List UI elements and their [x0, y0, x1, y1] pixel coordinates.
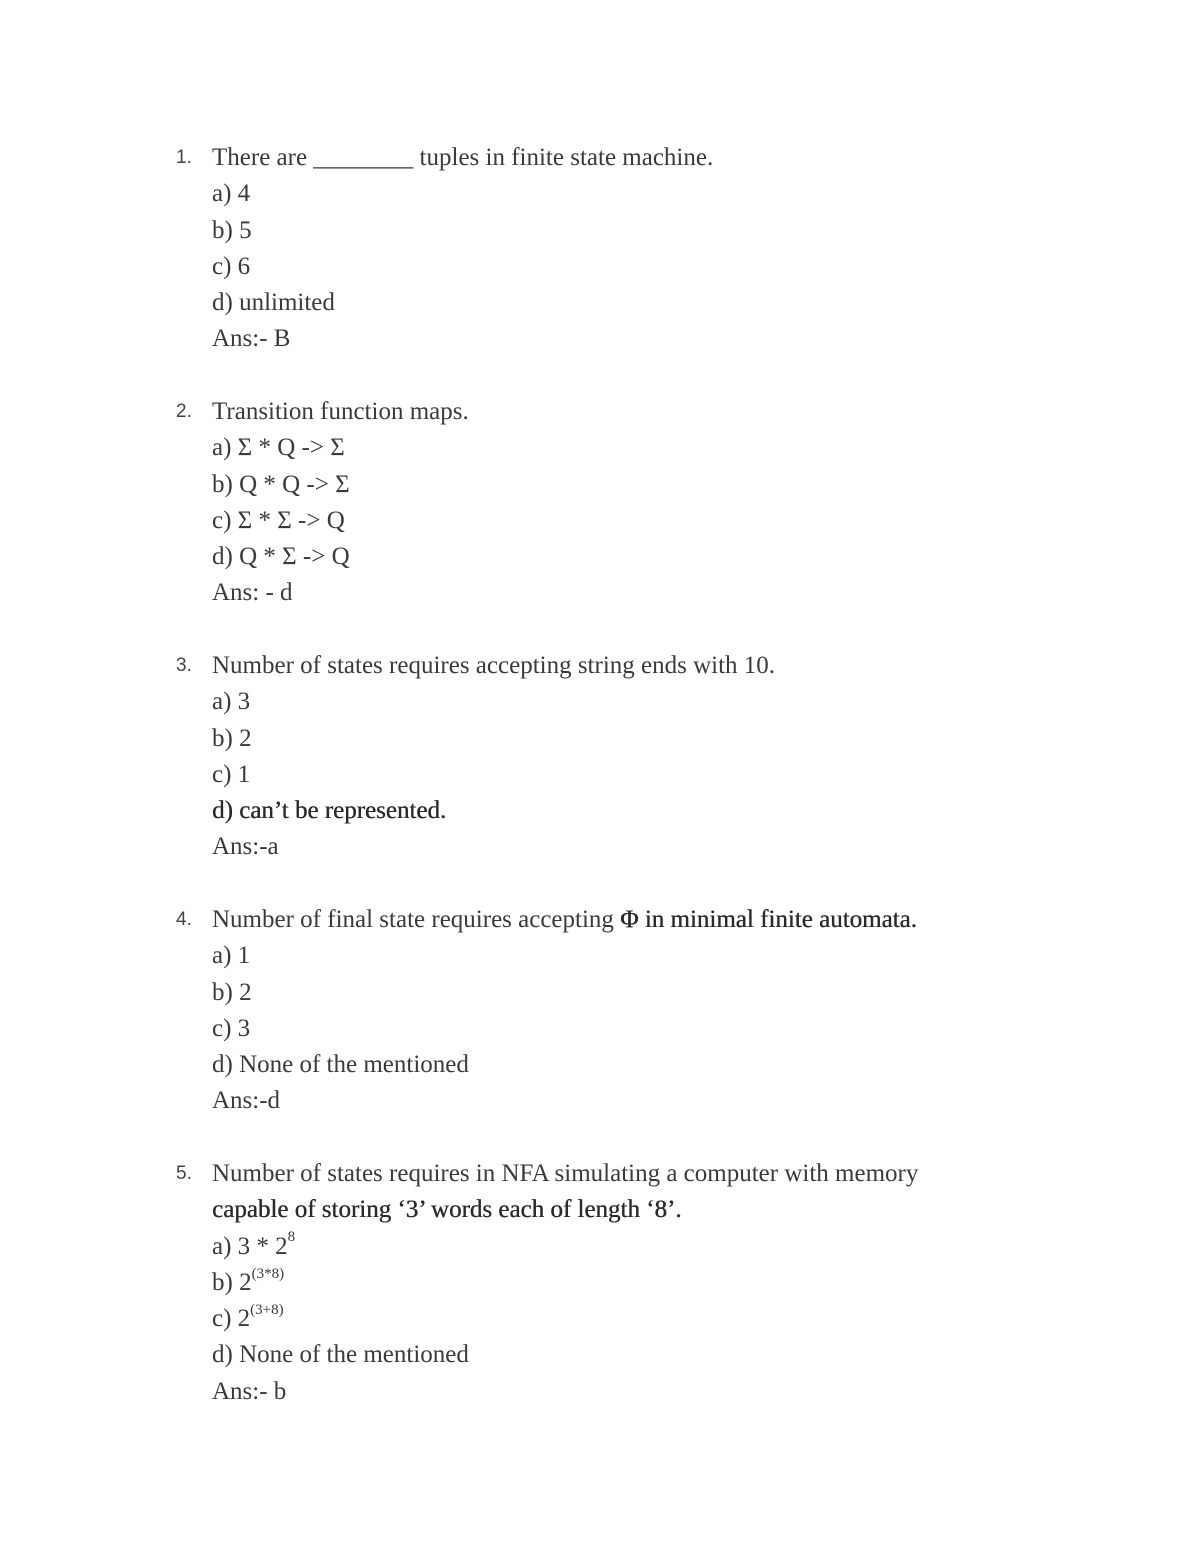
question-5	[0, 1156, 1200, 1410]
option-d: d) can’t be represented.	[212, 797, 447, 825]
question-1	[0, 140, 1200, 358]
option-c: c) Σ * Σ -> Q	[212, 506, 345, 534]
option-c-base: c) 2	[212, 1305, 251, 1333]
question-4	[0, 902, 1200, 1120]
option-c: c) 3	[212, 1014, 251, 1042]
option-a: a) 3	[212, 688, 251, 716]
option-b: b) 2	[212, 724, 252, 752]
question-3	[0, 648, 1200, 866]
option-a: a) 1	[212, 942, 251, 970]
option-b	[212, 1265, 284, 1301]
answer: Ans: - d	[212, 579, 293, 607]
option-b: b) Q * Q -> Σ	[212, 470, 350, 498]
question-number: 5.	[176, 1163, 192, 1184]
option-a-exponent: 8	[287, 1229, 296, 1246]
option-a	[212, 1229, 295, 1265]
question-number: 4.	[176, 909, 192, 930]
option-c	[212, 1301, 284, 1337]
answer: Ans:-a	[212, 833, 279, 861]
question-text-line2: capable of storing ‘3’ words each of length ‘8’.	[212, 1196, 682, 1224]
question-stem	[0, 902, 1200, 938]
option-a: a) Σ * Q -> Σ	[212, 434, 345, 462]
question-number: 3.	[176, 655, 192, 676]
answer: Ans:- B	[212, 325, 291, 353]
option-c: c) 1	[212, 760, 251, 788]
question-text: Transition function maps.	[212, 398, 469, 425]
question-text-part2: Φ in minimal finite automata.	[620, 906, 917, 933]
question-stem	[0, 1156, 1200, 1192]
option-a-base: a) 3 * 2	[212, 1232, 288, 1260]
option-a: a) 4	[212, 180, 251, 208]
question-number: 2.	[176, 401, 192, 422]
option-d: d) None of the mentioned	[212, 1051, 469, 1079]
option-b-exponent: (3*8)	[251, 1265, 285, 1282]
question-stem	[0, 648, 1200, 684]
answer: Ans:-d	[212, 1087, 281, 1115]
question-stem	[0, 140, 1200, 176]
option-b: b) 5	[212, 216, 252, 244]
option-b-base: b) 2	[212, 1268, 252, 1296]
option-c-exponent: (3+8)	[250, 1301, 284, 1318]
question-stem	[0, 394, 1200, 430]
question-number: 1.	[176, 147, 192, 168]
question-text	[212, 902, 917, 938]
option-c: c) 6	[212, 252, 251, 280]
option-b: b) 2	[212, 978, 252, 1006]
option-d: d) Q * Σ -> Q	[212, 543, 350, 571]
answer: Ans:- b	[212, 1377, 287, 1405]
question-text-part1: Number of final state requires accepting	[212, 906, 621, 933]
question-2	[0, 394, 1200, 612]
question-text: Number of states requires accepting string ends with 10.	[212, 652, 776, 679]
option-d: d) unlimited	[212, 289, 335, 317]
question-text: There are ________ tuples in finite state machine.	[212, 144, 714, 171]
question-text-line1: Number of states requires in NFA simulating a computer with memory	[212, 1160, 919, 1187]
option-d: d) None of the mentioned	[212, 1341, 469, 1369]
